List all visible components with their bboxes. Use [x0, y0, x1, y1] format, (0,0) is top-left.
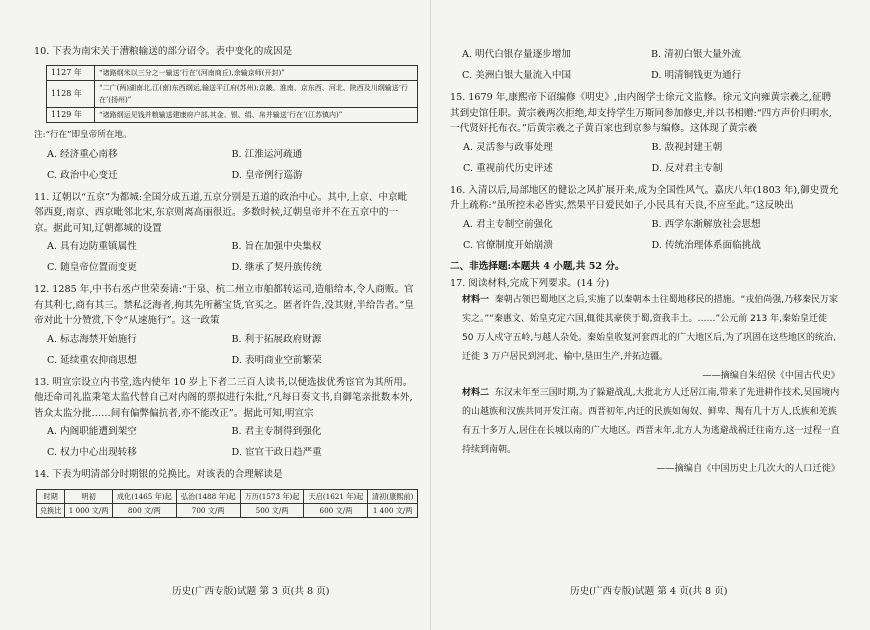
option-a: A. 内阁职能遭到架空 [47, 426, 137, 437]
option-a: A. 具有边防重镇属性 [47, 241, 137, 252]
option-c: C. 权力中心出现转移 [47, 447, 137, 458]
question-16-options [450, 214, 840, 256]
question-14-table [36, 489, 418, 518]
question-16-stem: 16. 入清以后,局部地区的健讼之风扩展开来,成为全国性风气。嘉庆八年(1803 年),御史贾允升上疏称:“虽所控未必皆实,然果平日爱民如子,小民具有天良,不应至此。”这反映出 [450, 184, 839, 211]
table-cell: 1 000 文/两 [65, 503, 113, 517]
table-cell-year: 1127 年 [47, 65, 95, 80]
question-13-stem: 13. 明宣宗设立内书堂,选内使年 10 岁上下者二三百人读书,以便选拔优秀宦官为其所用。他还命司礼监秉笔太监代替自己对内阁的票拟进行朱批,“凡每日奏文书,自御笔亲批数本外,皆众太监分批……间有偏弊偏抗者,亦不能改正”。据此可知,明宣宗 [34, 376, 413, 419]
question-12-stem: 12. 1285 年,中书右丞卢世荣奏请:“于泉、杭二州立市舶都转运司,造船给本,令人商贩。官有其利七,商有其三。禁私泛海者,拘其先所蓄宝货,官买之。匿者许告,没其财,半给告者。”皇帝对此十分赞赏,下令“从速施行”。这一政策 [34, 284, 414, 326]
question-17-stem: 17. 阅读材料,完成下列要求。(14 分) [450, 277, 610, 289]
option-a: A. 君主专制空前强化 [463, 218, 553, 230]
table-header: 明初 [65, 489, 113, 503]
material-two-text: 东汉末年至三国时期,为了躲避战乱,大批北方人迁居江南,带来了先进耕作技术,吴国境内的山越族和汉族共同开发江南。西晋初年,内迁的民族如匈奴、鲜卑、羯有几十万人,氐族和羌族有五十多万人,居住在长城以南的广大地区。西晋末年,北方人为逃避战祸迁往南方,这一过程一直持续到南朝。 [462, 388, 840, 455]
option-d: D. 继承了契丹族传统 [231, 262, 322, 273]
option-c: C. 随皇帝位置而变更 [47, 262, 137, 273]
question-13-options [34, 421, 416, 463]
option-b: B. 敌视封建王朝 [651, 141, 723, 153]
material-one-label: 材料一 [462, 295, 490, 305]
material-two-source: ——摘编自《中国历史上几次大的人口迁徙》 [656, 463, 840, 474]
table-cell: 600 文/两 [304, 503, 368, 517]
table-row [37, 503, 418, 517]
option-d: D. 传统治理体系面临挑战 [651, 239, 761, 251]
exam-page-right [432, 0, 870, 630]
question-11-stem: 11. 辽朝以“五京”为都城:全国分成五道,五京分别是五道的政治中心。其中,上京、中京毗邻西夏,南京、西京毗邻北宋,东京则离高丽很近。多数时候,辽朝皇帝并不在五京中的一京。据此可知,辽朝都城的设置 [34, 191, 408, 234]
table-cell-year: 1128 年 [47, 80, 95, 107]
table-row [47, 107, 418, 122]
table-row [47, 65, 418, 80]
question-12-options [34, 329, 416, 371]
material-two [450, 384, 840, 460]
page-divider [430, 0, 431, 630]
question-15-options [450, 137, 840, 179]
table-cell-edict: “二广(两)湖南北,江(南)东西纲运,输送平江府(苏州);京畿、淮南、京东西、河北、陕西及川纲输送‘行在’(扬州)” [95, 80, 418, 107]
table-header: 成化(1465 年)起 [112, 489, 176, 503]
option-c: C. 美洲白银大量流入中国 [462, 70, 572, 81]
option-c: C. 重视前代历史评述 [463, 162, 553, 174]
table-row [47, 80, 418, 107]
option-b: B. 君主专制得到强化 [231, 426, 322, 437]
option-c: C. 官僚制度开始崩溃 [463, 239, 553, 251]
material-one-source: ——摘编自朱绍侯《中国古代史》 [702, 370, 840, 381]
table-cell: 800 文/两 [112, 503, 176, 517]
material-one-text: 秦朝占领巴蜀地区之后,实施了以秦朝本土往蜀地移民的措施。“戎伯尚强,乃移秦民万家实之。”“秦惠文、始皇克定六国,辄徙其豪侠于蜀,资我丰土。……”公元前 213 年,秦始皇迁徙 50 万人戍守五岭,与越人杂处。秦始皇收复河套西北的广大地区后,为了巩固在这些地区的统治,迁徙 3 万户居民到河北、榆中,垦田生产,并拓边疆。 [462, 295, 839, 362]
material-one [450, 291, 840, 367]
table-cell-edict: “诸路纲米以三分之一输送‘行在’(河南商丘),余输京师(开封)” [95, 65, 418, 80]
option-d: D. 反对君主专制 [651, 162, 723, 174]
table-cell: 兑换比 [37, 503, 65, 517]
question-11-options [34, 236, 416, 278]
option-c: C. 政治中心变迁 [47, 169, 118, 181]
table-cell-edict: “诸路纲运见钱并粮输送建康府户部,其金、银、绢、帛并输送‘行在’(江苏镇内)” [95, 107, 418, 122]
table-header: 时期 [37, 489, 65, 503]
table-cell-year: 1129 年 [47, 107, 95, 122]
option-c: C. 延续重农抑商思想 [47, 354, 137, 366]
option-b: B. 江淮运河疏通 [231, 148, 303, 160]
table-header: 清初(康熙前) [368, 489, 418, 503]
section-heading: 二、非选择题:本题共 4 小题,共 52 分。 [450, 260, 625, 272]
option-a: A. 明代白银存量逐步增加 [462, 49, 571, 60]
table-cell: 500 文/两 [240, 503, 304, 517]
question-10-options [34, 144, 416, 186]
option-a: A. 灵活参与政事处理 [463, 141, 553, 153]
option-b: B. 清初白银大量外流 [651, 49, 741, 60]
option-d: D. 皇帝例行巡游 [231, 169, 303, 181]
table-header-row [37, 489, 418, 503]
question-14-options [450, 44, 840, 86]
option-b: B. 旨在加强中央集权 [231, 241, 322, 252]
question-10-table [46, 65, 418, 123]
page-footer: 历史(广西专版)试题 第 4 页(共 8 页) [570, 586, 728, 597]
page-footer: 历史(广西专版)试题 第 3 页(共 8 页) [172, 586, 330, 597]
option-a: A. 标志海禁开始施行 [47, 333, 137, 345]
table-header: 弘治(1488 年)起 [176, 489, 240, 503]
table-cell: 1 400 文/两 [368, 503, 418, 517]
option-d: D. 宦官干政日趋严重 [231, 447, 322, 458]
table-header: 天启(1621 年)起 [304, 489, 368, 503]
question-10-stem: 10. 下表为南宋关于漕粮输送的部分诏令。表中变化的成因是 [34, 46, 293, 57]
question-14-stem: 14. 下表为明清部分时期银的兑换比。对该表的合理解读是 [34, 469, 283, 480]
option-d: D. 明清铜钱更为通行 [651, 70, 742, 81]
material-two-label: 材料二 [462, 388, 490, 398]
option-a: A. 经济重心南移 [47, 148, 118, 160]
option-d: D. 表明商业空前繁荣 [231, 354, 322, 366]
table-cell: 700 文/两 [176, 503, 240, 517]
question-15-stem: 15. 1679 年,康熙帝下诏编修《明史》,由内阁学士徐元文监修。徐元文向雍黄宗羲之,征聘其到史馆任职。黄宗羲两次拒绝,却支持学生万斯同参加修史,并以书相赠:“四方声价归明水,一代贤奸托布衣。”后黄宗羲之子黄百家也到京参与编修。这体现了黄宗羲 [450, 92, 832, 134]
table-header: 万历(1573 年)起 [240, 489, 304, 503]
option-b: B. 西学东渐解放社会思想 [651, 218, 761, 230]
exam-page-left [0, 0, 430, 630]
option-b: B. 利于拓展政府财源 [231, 333, 322, 345]
question-10-note: 注:“行在”即皇帝所在地。 [34, 129, 132, 140]
